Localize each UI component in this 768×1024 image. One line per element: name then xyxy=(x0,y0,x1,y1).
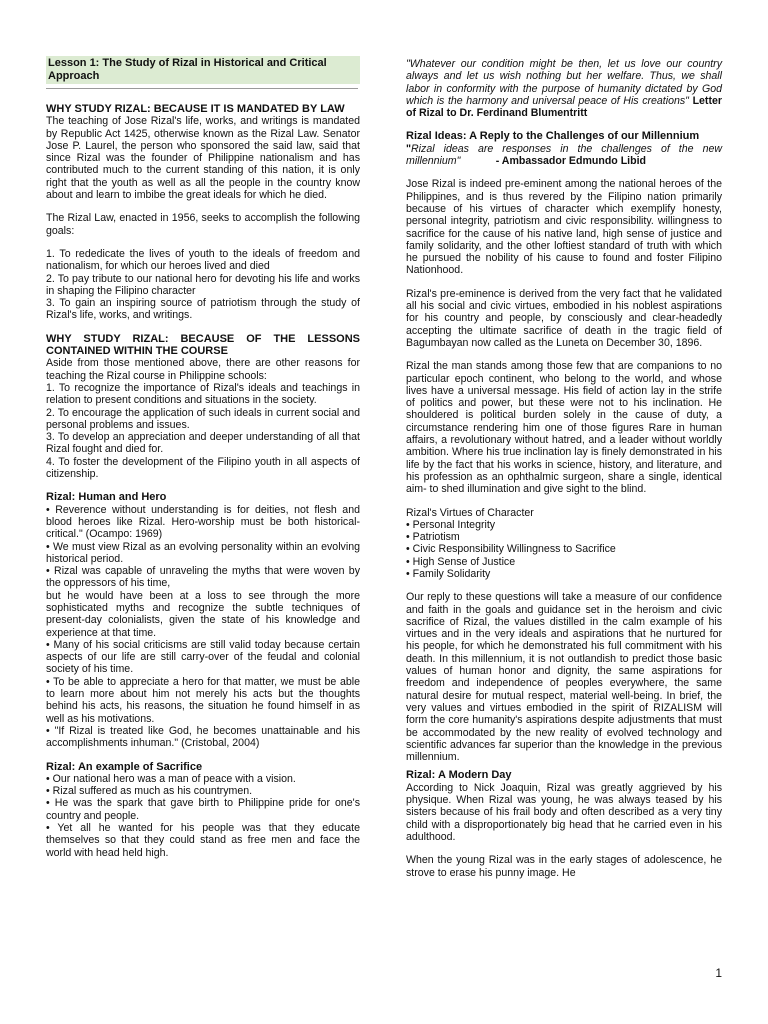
section-heading-lessons: WHY STUDY RIZAL: BECAUSE OF THE LESSONS CONTAINED WITHIN THE COURSE xyxy=(46,332,360,358)
section-heading-human-hero: Rizal: Human and Hero xyxy=(46,491,167,504)
virtue-item: • Civic Responsibility Willingness to Sacrifice xyxy=(406,543,616,556)
quote-text: "Whatever our condition might be then, let us love our country always and let us wish nothing but her welfare. Thus, we shall labor in conformity with the purpose of humanity dictated by God which is the harmony and universal peace of His creations" xyxy=(406,58,722,107)
goal-item: 1. To rededicate the lives of youth to the ideals of freedom and nationalism, for which our heroes lived and died xyxy=(46,247,360,273)
section-heading-mandated: WHY STUDY RIZAL: BECAUSE IT IS MANDATED BY LAW xyxy=(46,103,345,115)
paragraph-rizal-the-man: Rizal the man stands among those few that are companions to no particular epoch continent, who belong to the world, and whose lives have a universal message. His field of action lay in the strife of politics and power, but these were not to his inclination. He shouldered is political burden solely in the cause of duty, a circumstance rendering him one of those figures Rare in human affairs, a revolutionary without hatred, and a leader without worldly ambition. Where his true inclination lay is finely demonstrated in his life by the fact that his works in science, history, and literature, and his profession as an ophthalmic surgeon, share a single, identical aim- to shed illumination and give sight to the blind. xyxy=(406,360,722,496)
quote-source: Letter of Rizal to Dr. Ferdinand Blumentritt xyxy=(406,94,722,120)
section-heading-millennium: Rizal Ideas: A Reply to the Challenges of our Millennium xyxy=(406,130,700,143)
blumentritt-quote xyxy=(406,58,722,119)
title-rule xyxy=(46,88,358,89)
paragraph-other-reasons: Aside from those mentioned above, there are other reasons for teaching the Rizal course in Philippine schools: xyxy=(46,357,360,382)
bullet-item: • Many of his social criticisms are still valid today because certain aspects of our life are still carry-over of the feudal and colonial society of his time. xyxy=(46,638,360,676)
section-heading-sacrifice: Rizal: An example of Sacrifice xyxy=(46,760,203,773)
bullet-item-continued: but he would have been at a loss to see through the more sophisticated myths and recognize the subtle techniques of present-day colonialists, given the state of his knowledge and experience at that time. xyxy=(46,589,360,639)
quote-open-mark: " xyxy=(406,142,412,155)
libid-quote xyxy=(406,143,722,168)
bullet-item: • To be able to appreciate a hero for that matter, we must be able to learn more about him not merely his acts but the thoughts behind his acts, his reasons, the situation he found himself in as well as his motivations. xyxy=(46,675,360,725)
paragraph-rizal-law: The teaching of Jose Rizal's life, works, and writings is mandated by Republic Act 1425, otherwise known as the Rizal Law. Senator Jose P. Laurel, the person who sponsored the said law, said that since Rizal was the founder of Philippine nationalism and has contributed much to the current standing of this nation, it is only right that the youth as well as all the people in the country know about and learn to imbibe the great ideals for which he died. xyxy=(46,115,360,202)
paragraph-nick-joaquin: According to Nick Joaquin, Rizal was greatly aggrieved by his physique. When Rizal was young, he was always teased by his sisters because of his frail body and often described as a very tiny child with a disproportionately big head that he carried even in his adulthood. xyxy=(406,781,722,843)
lesson-title: Lesson 1: The Study of Rizal in Historical and Critical Approach xyxy=(46,56,360,84)
virtue-item: • Personal Integrity xyxy=(406,518,496,531)
reason-item: 2. To encourage the application of such ideals in current social and personal problems and issues. xyxy=(46,406,360,431)
bullet-item: • Rizal was capable of unraveling the myths that were woven by the oppressors of his time, xyxy=(46,565,360,590)
reason-item: 1. To recognize the importance of Rizal's ideals and teachings in relation to present conditions and situations in the society. xyxy=(46,381,360,407)
right-column xyxy=(406,58,722,879)
section-heading-modern-day: Rizal: A Modern Day xyxy=(406,769,512,782)
bullet-item: • He was the spark that gave birth to Philippine pride for one's country and people. xyxy=(46,797,360,822)
paragraph-preeminent: Jose Rizal is indeed pre-eminent among the national heroes of the Philippines, and is thus revered by the Filipino nation primarily because of his virtues of character which exemplify honesty, personal integrity, patriotism and civic responsibility. willingness to sacrifice for the cause of his native land, high sense of justice and family solidarity, and the other loftiest standard of truth with which he pursued the nobility of his cause to found and foster Filipino Nationhood. xyxy=(406,178,722,277)
goal-item: 3. To gain an inspiring source of patriotism through the study of Rizal's life, works, and writings. xyxy=(46,297,360,322)
bullet-item: • Rizal suffered as much as his countrymen. xyxy=(46,785,253,798)
bullet-item: • Our national hero was a man of peace with a vision. xyxy=(46,772,296,785)
reason-item: 3. To develop an appreciation and deeper understanding of all that Rizal fought and died for. xyxy=(46,431,360,456)
virtues-title: Rizal's Virtues of Character xyxy=(406,506,534,519)
paragraph-preeminence: Rizal's pre-eminence is derived from the very fact that he validated all his social and civic virtues, embodied in his noblest aspirations for his country and people, by consciously and clear-headedly accepting the ultimate sacrifice of death in the tragic field of Bagumbayan now called as the Luneta on December 30, 1896. xyxy=(406,287,722,349)
page-number: 1 xyxy=(715,966,722,980)
quote-source: - Ambassador Edmundo Libid xyxy=(495,155,647,168)
bullet-item: • Reverence without understanding is for deities, not flesh and blood heroes like Rizal. Hero-worship must be both historical-critical." (Ocampo: 1969) xyxy=(46,503,360,541)
paragraph-our-reply: Our reply to these questions will take a measure of our confidence and faith in the goals and guidance set in the heroism and civic sacrifice of Rizal, the values distilled in the calm example of his virtues and in the very ideals and aspirations that he nurtured for his people, for which he demonstrated his full commitment with his death. In this millennium, it is not outlandish to predict those basic values of human honor and dignity, the same aspirations for freedom and independence of peoples everywhere, the same natural desire for mutual respect, material well-being. In brief, the very values and virtues embodied in the spirit of RIZALISM will form the core humanity's aspirations despite adjustments that must be accommodated by the new reality of evolved technology and scientific advances far superior than the knowledge in the previous millennium. xyxy=(406,591,722,764)
bullet-item: • "If Rizal is treated like God, he becomes unattainable and his accomplishments inhuman." (Cristobal, 2004) xyxy=(46,724,360,750)
goal-item: 2. To pay tribute to our national hero for devoting his life and works in shaping the Filipino character xyxy=(46,272,360,297)
left-column xyxy=(46,56,360,859)
bullet-item: • Yet all he wanted for his people was that they educate themselves so that they could stand as free men and face the world with head held high. xyxy=(46,822,360,859)
paragraph-goals-intro: The Rizal Law, enacted in 1956, seeks to accomplish the following goals: xyxy=(46,212,360,237)
reason-item: 4. To foster the development of the Filipino youth in all aspects of citizenship. xyxy=(46,455,360,481)
virtue-item: • Family Solidarity xyxy=(406,567,491,580)
bullet-item: • We must view Rizal as an evolving personality within an evolving historical period. xyxy=(46,540,360,565)
virtue-item: • High Sense of Justice xyxy=(406,555,516,568)
quote-text: Rizal ideas are responses in the challenges of the new millennium" xyxy=(406,142,722,168)
paragraph-adolescence: When the young Rizal was in the early stages of adolescence, he strove to erase his punny image. He xyxy=(406,854,722,879)
virtue-item: • Patriotism xyxy=(406,531,460,544)
